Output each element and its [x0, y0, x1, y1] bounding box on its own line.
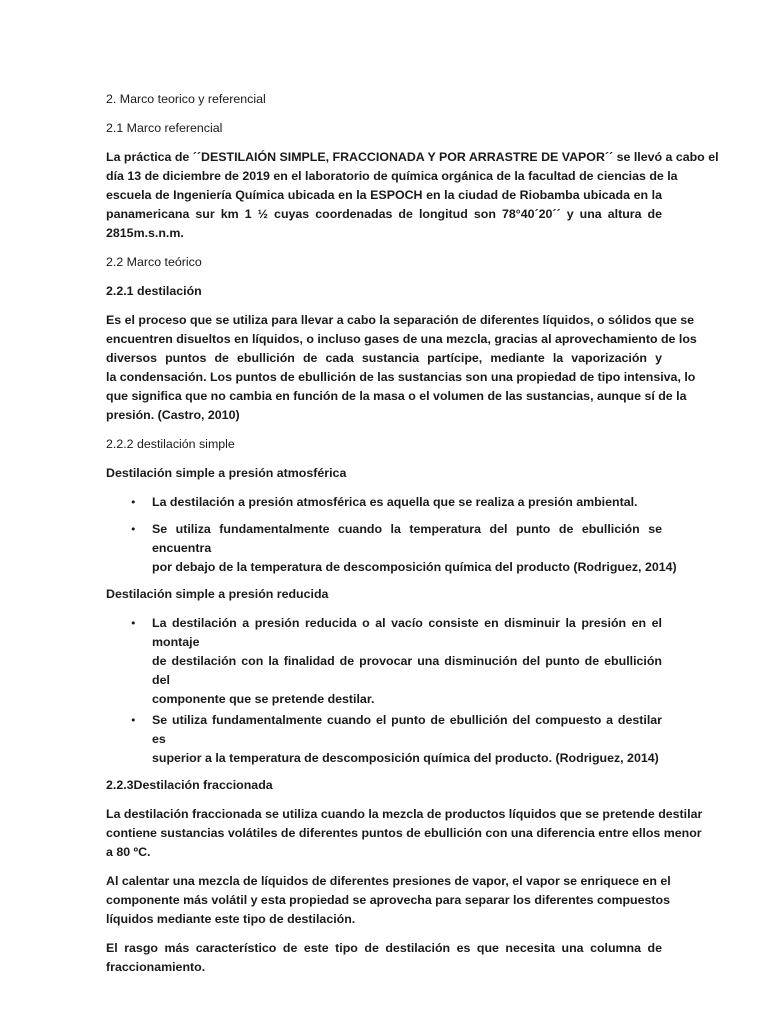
- list-item-line: por debajo de la temperatura de descomposición química del producto (Rodriguez, 2014): [152, 560, 677, 574]
- list-item-line: Se utiliza fundamentalmente cuando el punto de ebullición del compuesto a destilar es: [152, 713, 662, 746]
- heading-destilacion-simple: 2.2.2 destilación simple: [106, 437, 235, 451]
- paragraph-line: presión. (Castro, 2010): [106, 408, 240, 422]
- paragraph-line: Al calentar una mezcla de líquidos de diferentes presiones de vapor, el vapor se enriquece en el: [106, 874, 671, 888]
- list-item-text: [152, 520, 677, 577]
- heading-presion-atmosferica: Destilación simple a presión atmosférica: [106, 466, 347, 480]
- document-body: [106, 90, 719, 987]
- list-item-line: La destilación a presión reducida o al vacío consiste en disminuir la presión en el montaje: [152, 616, 662, 649]
- paragraph-line: La práctica de ´´DESTILAIÓN SIMPLE, FRACCIONADA Y POR ARRASTRE DE VAPOR´´ se llevó a cabo el: [106, 150, 719, 164]
- bullet-list-presion-atmosferica: [106, 493, 677, 577]
- bullet-list-presion-reducida: [106, 614, 662, 768]
- paragraph-line: día 13 de diciembre de 2019 en el laboratorio de química orgánica de la facultad de ciencias de la: [106, 169, 678, 183]
- paragraph-line: diversos puntos de ebullición de cada sustancia partícipe, mediante la vaporización y: [106, 351, 662, 365]
- paragraph-line: fraccionamiento.: [106, 960, 206, 974]
- heading-marco-referencial: 2.1 Marco referencial: [106, 121, 223, 135]
- paragraph-calentar-mezcla: [106, 872, 671, 929]
- paragraph-line: componente más volátil y esta propiedad se aprovecha para separar los diferentes compuestos: [106, 893, 670, 907]
- bullet-icon: •: [130, 617, 137, 630]
- list-item-line: componente que se pretende destilar.: [152, 692, 375, 706]
- list-item: [106, 711, 662, 768]
- heading-marco-teorico-referencial: 2. Marco teorico y referencial: [106, 92, 266, 106]
- paragraph-line: escuela de Ingeniería Química ubicada en la ESPOCH en la ciudad de Riobamba ubicada en la: [106, 188, 662, 202]
- paragraph-line: la condensación. Los puntos de ebullición de las sustancias son una propiedad de tipo intensiva, lo: [106, 370, 696, 384]
- paragraph-line: El rasgo más característico de este tipo de destilación es que necesita una columna de: [106, 941, 662, 955]
- list-item-line: de destilación con la finalidad de provocar una disminución del punto de ebullición del: [152, 654, 662, 687]
- paragraph-line: que significa que no cambia en función de la masa o el volumen de las sustancias, aunque sí de la: [106, 389, 687, 403]
- paragraph-line: Es el proceso que se utiliza para llevar a cabo la separación de diferentes líquidos, o sólidos que se: [106, 313, 695, 327]
- paragraph-rasgo-caracteristico: [106, 939, 662, 977]
- paragraph-line: a 80 ºC.: [106, 845, 151, 859]
- bullet-icon: •: [130, 523, 137, 536]
- list-item-line: La destilación a presión atmosférica es aquella que se realiza a presión ambiental.: [152, 495, 638, 509]
- paragraph-marco-referencial: [106, 148, 719, 243]
- list-item-line: Se utiliza fundamentalmente cuando la temperatura del punto de ebullición se encuentra: [152, 522, 662, 555]
- list-item: [106, 614, 662, 709]
- paragraph-line: encuentren disueltos en líquidos, o incluso gases de una mezcla, gracias al aprovechamiento de los: [106, 332, 697, 346]
- list-item-text: [152, 614, 662, 709]
- paragraph-line: 2815m.s.n.m.: [106, 226, 184, 240]
- heading-destilacion: 2.2.1 destilación: [106, 284, 202, 298]
- bullet-icon: •: [130, 714, 137, 727]
- heading-destilacion-fraccionada: 2.2.3Destilación fraccionada: [106, 778, 273, 792]
- list-item: [106, 520, 677, 577]
- list-item: [106, 493, 662, 512]
- paragraph-line: panamericana sur km 1 ½ cuyas coordenadas de longitud son 78°40´20´´ y una altura de: [106, 207, 662, 221]
- heading-marco-teorico: 2.2 Marco teórico: [106, 255, 202, 269]
- paragraph-line: contiene sustancias volátiles de diferentes puntos de ebullición con una diferencia entre ellos menor: [106, 826, 702, 840]
- paragraph-line: La destilación fraccionada se utiliza cuando la mezcla de productos líquidos que se pretende destilar: [106, 807, 703, 821]
- paragraph-destilacion-fraccionada: [106, 805, 703, 862]
- bullet-icon: •: [130, 496, 137, 509]
- paragraph-destilacion: [106, 311, 697, 425]
- paragraph-line: líquidos mediante este tipo de destilación.: [106, 912, 356, 926]
- list-item-text: [152, 711, 662, 768]
- heading-presion-reducida: Destilación simple a presión reducida: [106, 587, 329, 601]
- list-item-line: superior a la temperatura de descomposición química del producto. (Rodriguez, 2014): [152, 751, 659, 765]
- list-item-text: [152, 493, 662, 512]
